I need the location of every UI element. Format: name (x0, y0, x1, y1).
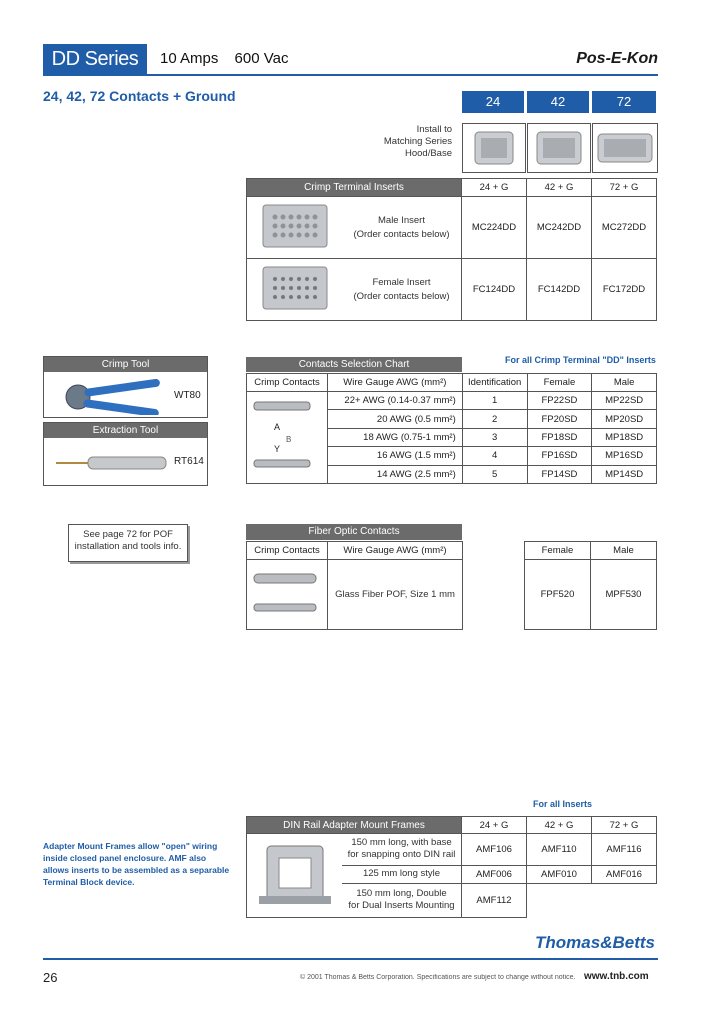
crimp-tool-title: Crimp Tool (44, 357, 207, 372)
crimp-inserts-table (246, 178, 657, 321)
contacts-chart-table (246, 373, 657, 484)
din-row-desc: 125 mm long style (342, 865, 462, 883)
female-part: FP18SD (527, 428, 592, 446)
col-header: Male (590, 542, 656, 560)
amps-rating: 10 Amps (160, 50, 219, 67)
part-number: FC142DD (527, 259, 592, 321)
col-header: 24 + G (462, 817, 527, 834)
fiber-male-part: MPF530 (590, 560, 656, 630)
male-part: MP16SD (592, 447, 657, 465)
crimp-inserts-title: Crimp Terminal Inserts (247, 179, 462, 197)
part-number: AMF112 (462, 883, 527, 917)
col-header: 72 + G (592, 179, 657, 197)
extraction-tool-box (43, 422, 208, 486)
col-header: Crimp Contacts (247, 374, 328, 392)
gauge-cell: 14 AWG (2.5 mm²) (327, 465, 462, 483)
col-header: 42 + G (527, 179, 592, 197)
part-number: MC224DD (462, 197, 527, 259)
copyright: © 2001 Thomas & Betts Corporation. Specifications are subject to change without notice. (300, 974, 576, 981)
female-insert-name: Female Insert (372, 276, 431, 288)
install-line-1: Install to (416, 124, 452, 135)
gauge-cell: 16 AWG (1.5 mm²) (327, 447, 462, 465)
id-cell: 2 (462, 410, 527, 428)
male-insert-photo (247, 197, 343, 259)
col-header: Crimp Contacts (247, 542, 328, 560)
male-part: MP20SD (592, 410, 657, 428)
brand-logo: Pos-E-Kon (576, 50, 658, 67)
housing-photo-42 (527, 123, 591, 173)
spec-line (160, 50, 300, 67)
series-title: DD Series (43, 44, 147, 74)
male-insert-name: Male Insert (378, 214, 425, 226)
footer-rule (43, 958, 658, 960)
size-tab-72: 72 (592, 91, 656, 113)
fiber-parts-table (524, 541, 657, 630)
male-insert-cell (342, 197, 462, 259)
page-number: 26 (43, 970, 58, 985)
din-title: DIN Rail Adapter Mount Frames (247, 817, 462, 834)
gauge-cell: 22+ AWG (0.14-0.37 mm²) (327, 392, 462, 410)
col-header: Female (527, 374, 592, 392)
install-line-3: Hood/Base (404, 148, 452, 159)
part-number: AMF110 (527, 834, 592, 866)
din-note: For all Inserts (533, 799, 593, 809)
crimp-tool-photo (48, 375, 168, 415)
female-part: FP20SD (527, 410, 592, 428)
empty-cell (527, 883, 592, 917)
fiber-female-part: FPF520 (525, 560, 591, 630)
id-cell: 1 (462, 392, 527, 410)
female-part: FP22SD (527, 392, 592, 410)
housing-photo-24 (462, 123, 526, 173)
marker-b: B (285, 435, 292, 444)
fiber-table (246, 541, 463, 630)
part-number: AMF116 (592, 834, 657, 866)
part-number: AMF010 (527, 865, 592, 883)
id-cell: 4 (462, 447, 527, 465)
extraction-tool-title: Extraction Tool (44, 423, 207, 438)
part-number: AMF106 (462, 834, 527, 866)
empty-cell (592, 883, 657, 917)
din-row-line-2: for snapping onto DIN rail (347, 849, 456, 861)
male-part: MP14SD (592, 465, 657, 483)
extraction-tool-photo (48, 445, 173, 481)
din-row-desc (342, 883, 462, 917)
part-number: AMF006 (462, 865, 527, 883)
part-number: FC172DD (592, 259, 657, 321)
pof-note-line-1: See page 72 for POF (83, 529, 173, 540)
fiber-desc: Glass Fiber POF, Size 1 mm (327, 560, 462, 630)
marker-a: A (273, 422, 280, 432)
col-header: Male (592, 374, 657, 392)
col-header: Wire Gauge AWG (mm²) (327, 374, 462, 392)
female-part: FP16SD (527, 447, 592, 465)
page-subtitle: 24, 42, 72 Contacts + Ground (43, 88, 236, 104)
crimp-tool-part: WT80 (174, 390, 201, 401)
size-tab-24: 24 (462, 91, 524, 113)
female-insert-photo (247, 259, 343, 321)
din-side-text: Adapter Mount Frames allow "open" wiring inside closed panel enclosure. AMF also allows inserts to be assembled as a separable Terminal Block device. (43, 841, 230, 887)
pof-note-line-2: installation and tools info. (74, 541, 182, 552)
fiber-title: Fiber Optic Contacts (246, 524, 462, 540)
voltage-rating: 600 Vac (234, 50, 289, 67)
male-insert-note: (Order contacts below) (353, 228, 450, 240)
contacts-chart-title: Contacts Selection Chart (246, 357, 462, 372)
din-row-desc (342, 834, 462, 866)
housing-photo-72 (592, 123, 658, 173)
contacts-note: For all Crimp Terminal "DD" Inserts (505, 355, 656, 365)
male-part: MP18SD (592, 428, 657, 446)
din-row-line-1: 150 mm long, Double (356, 888, 447, 900)
part-number: MC272DD (592, 197, 657, 259)
id-cell: 5 (462, 465, 527, 483)
gauge-cell: 18 AWG (0.75-1 mm²) (327, 428, 462, 446)
website-link[interactable]: www.tnb.com (584, 971, 649, 982)
col-header: 24 + G (462, 179, 527, 197)
col-header: Identification (462, 374, 527, 392)
gauge-cell: 20 AWG (0.5 mm²) (327, 410, 462, 428)
extraction-tool-part: RT614 (174, 456, 204, 467)
install-line-2: Matching Series (383, 136, 452, 147)
install-label (370, 124, 452, 160)
header-rule (43, 74, 658, 76)
crimp-tool-box (43, 356, 208, 418)
part-number: MC242DD (527, 197, 592, 259)
col-header: 42 + G (527, 817, 592, 834)
pof-note (68, 524, 188, 562)
din-frame-photo (247, 834, 343, 918)
female-insert-cell (342, 259, 462, 321)
footer-brand-logo: Thomas&Betts (535, 933, 655, 952)
part-number: AMF016 (592, 865, 657, 883)
crimp-contacts-photo (247, 392, 328, 484)
female-insert-note: (Order contacts below) (353, 290, 450, 302)
din-table (246, 816, 657, 918)
marker-y: Y (273, 444, 280, 454)
male-part: MP22SD (592, 392, 657, 410)
din-row-line-1: 150 mm long, with base (351, 837, 452, 849)
part-number: FC124DD (462, 259, 527, 321)
col-header: 72 + G (592, 817, 657, 834)
fiber-contacts-photo (247, 560, 328, 630)
size-tab-42: 42 (527, 91, 589, 113)
col-header: Wire Gauge AWG (mm²) (327, 542, 462, 560)
female-part: FP14SD (527, 465, 592, 483)
din-row-line-2: for Dual Inserts Mounting (348, 900, 455, 912)
id-cell: 3 (462, 428, 527, 446)
col-header: Female (525, 542, 591, 560)
